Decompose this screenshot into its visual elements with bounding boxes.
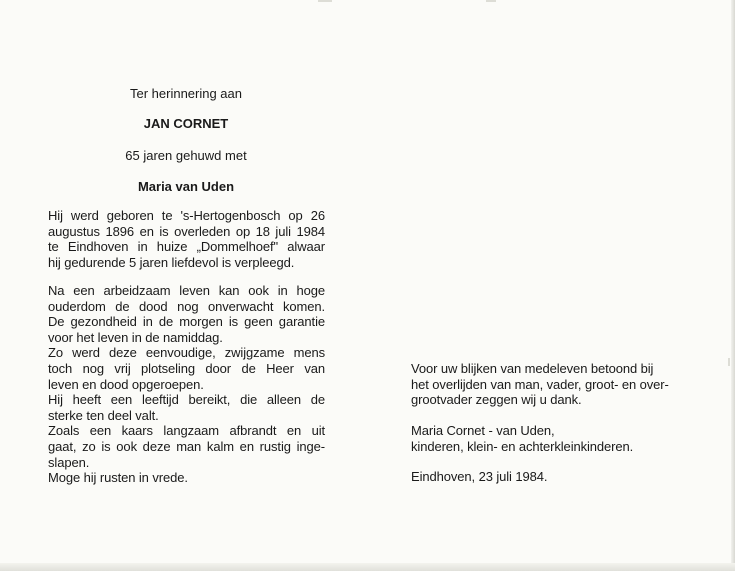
signature-line: kinderen, klein- en achterkleinkinderen. [411,438,634,454]
bio-line: te Eindhoven in huize „Dommelhoef" alwaar [48,239,325,255]
bio-line: Hij werd geboren te 's-Hertogenbosch op 26 [48,208,325,223]
card-edge-bottom [0,563,735,571]
poem-line: Zo werd deze eenvoudige, zwijgzame mens [48,345,325,361]
thanks-line: het overlijden van man, vader, groot- en over- [411,376,669,392]
spouse-name: Maria van Uden [137,179,235,194]
poem-line: Na een arbeidzaam leven kan ook in hoge [48,283,325,298]
poem-line: De gezondheid in de morgen is geen garantie [48,314,325,330]
scan-speck [318,0,332,2]
biography-paragraph [48,208,325,270]
poem-line: voor het leven in de namiddag. [48,329,223,345]
poem-line: sterke ten deel valt. [48,407,159,423]
married-text: 65 jaren gehuwd met [125,148,247,163]
poem-paragraph [48,283,325,486]
card-edge-right [731,0,735,571]
bio-line: hij gedurende 5 jaren liefdevol is verpleegd. [48,254,295,270]
poem-line: ouderdom de dood nog onverwacht komen. [48,298,325,314]
poem-line: Zoals een kaars langzaam afbrandt en uit [48,423,325,439]
intro-text: Ter herinnering aan [129,86,243,101]
place-date-text: Eindhoven, 23 juli 1984. [411,469,548,484]
thanks-paragraph [411,361,696,408]
poem-line: Moge hij rusten in vrede. [48,470,188,486]
place-date [411,469,696,485]
poem-line: leven en dood opgeroepen. [48,376,204,392]
deceased-name: JAN CORNET [143,116,229,131]
thanks-line: Voor uw blijken van medeleven betoond bij [411,361,654,376]
poem-line: toch nog vrij plotseling door de Heer van [48,360,325,376]
poem-line: slapen. [48,454,90,470]
scan-speck [728,358,730,366]
thanks-line: grootvader zeggen wij u dank. [411,392,582,408]
signature-line: Maria Cornet - van Uden, [411,423,555,438]
bio-line: augustus 1896 en is overleden op 18 juli 1984 [48,223,325,239]
signature-paragraph [411,423,696,454]
poem-line: Hij heeft een leeftijd bereikt, die alleen de [48,392,325,408]
scan-speck [486,0,496,2]
poem-line: gaat, zo is ook deze man kalm en rustig inge- [48,438,325,454]
